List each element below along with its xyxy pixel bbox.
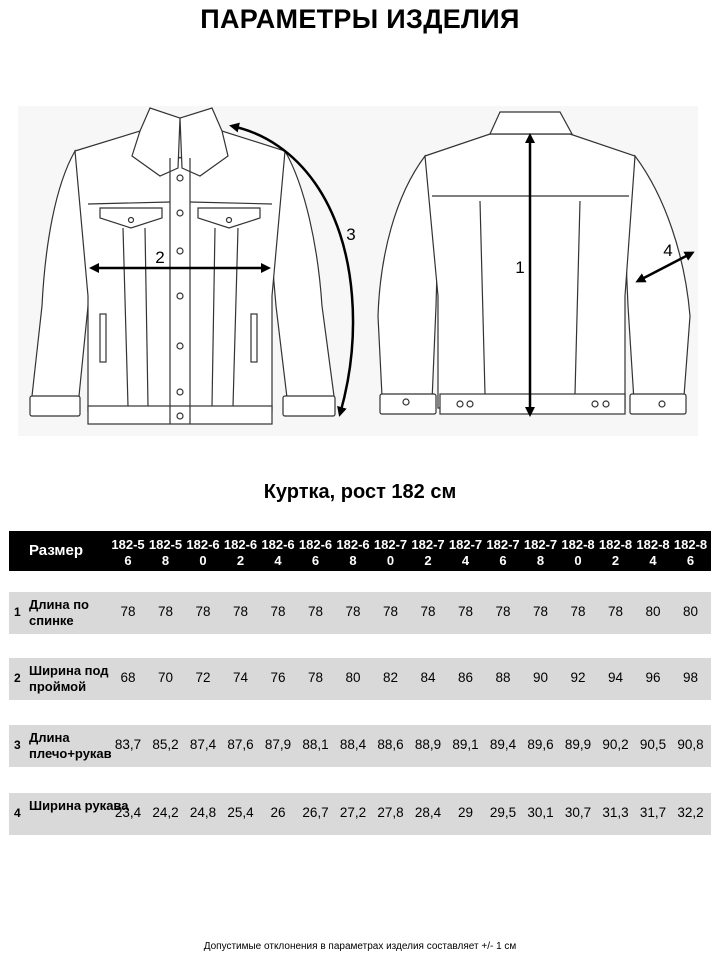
row-number: 3 <box>14 738 21 752</box>
table-cell: 29,5 <box>489 805 517 820</box>
table-cell: 70 <box>157 670 174 685</box>
table-cell: 84 <box>420 670 436 685</box>
table-cell: 27,8 <box>377 805 404 820</box>
table-cell: 30,1 <box>527 805 554 820</box>
table-cell: 88 <box>495 670 511 685</box>
table-cell: 88,1 <box>302 737 329 752</box>
size-header-cell: 182-78 <box>523 537 558 568</box>
table-cell: 26 <box>270 805 286 820</box>
table-cell: 72 <box>195 670 211 685</box>
table-cell: 78 <box>345 604 361 619</box>
row-label: Длина по спинке <box>29 597 89 628</box>
table-cell: 78 <box>195 604 211 619</box>
page-title: ПАРАМЕТРЫ ИЗДЕЛИЯ <box>200 4 520 34</box>
table-row <box>9 725 711 767</box>
table-cell: 94 <box>607 670 624 685</box>
size-header-cell: 182-74 <box>448 537 483 568</box>
table-cell: 27,2 <box>339 805 367 820</box>
table-cell: 90 <box>532 670 549 685</box>
table-cell: 89,6 <box>527 737 554 752</box>
size-header-cell: 182-58 <box>148 537 183 568</box>
table-cell: 88,4 <box>339 737 367 752</box>
size-header-cell: 182-64 <box>261 537 295 568</box>
table-cell: 26,7 <box>302 805 329 820</box>
table-cell: 78 <box>232 604 249 619</box>
size-header-cell: 182-62 <box>223 537 258 568</box>
table-cell: 90,2 <box>602 737 629 752</box>
size-header-cell: 182-70 <box>373 537 408 568</box>
table-cell: 78 <box>382 604 399 619</box>
row-number: 1 <box>14 605 21 619</box>
table-cell: 78 <box>607 604 624 619</box>
table-cell: 76 <box>270 670 286 685</box>
row-label: Ширина под проймой <box>29 663 109 694</box>
table-cell: 86 <box>457 670 474 685</box>
table-cell: 74 <box>232 670 249 685</box>
table-cell: 28,4 <box>414 805 442 820</box>
table-cell: 31,3 <box>602 805 629 820</box>
table-cell: 82 <box>382 670 399 685</box>
table-cell: 68 <box>120 670 136 685</box>
table-cell: 78 <box>570 604 586 619</box>
table-cell: 89,4 <box>489 737 517 752</box>
size-header-cell: 182-82 <box>598 537 633 568</box>
table-cell: 24,8 <box>189 805 217 820</box>
table-cell: 80 <box>682 604 699 619</box>
size-header-cell: 182-68 <box>336 537 370 568</box>
size-header-cell: 182-60 <box>186 537 220 568</box>
table-cell: 25,4 <box>227 805 254 820</box>
table-cell: 24,2 <box>152 805 179 820</box>
table-cell: 78 <box>307 604 324 619</box>
table-row <box>9 592 711 634</box>
row-number: 2 <box>14 671 21 685</box>
product-subtitle: Куртка, рост 182 см <box>263 481 457 503</box>
size-header-cell: 182-56 <box>111 537 145 568</box>
table-cell: 23,4 <box>114 805 142 820</box>
measure-label-1: 1 <box>515 258 525 277</box>
table-cell: 31,7 <box>639 805 667 820</box>
table-cell: 78 <box>532 604 549 619</box>
table-cell: 30,7 <box>564 805 592 820</box>
table-cell: 87,4 <box>189 737 217 752</box>
table-cell: 89,1 <box>452 737 479 752</box>
table-cell: 88,6 <box>377 737 404 752</box>
size-header-cell: 182-76 <box>486 537 520 568</box>
table-cell: 80 <box>345 670 361 685</box>
table-cell: 78 <box>157 604 174 619</box>
table-cell: 78 <box>120 604 136 619</box>
tolerance-note: Допустимые отклонения в параметрах изделия составляет +/- 1 см <box>203 941 517 952</box>
row-number: 4 <box>14 806 21 820</box>
row-label: Ширина рукава <box>29 798 129 813</box>
table-cell: 87,6 <box>227 737 254 752</box>
measure-label-2: 2 <box>155 248 165 267</box>
row-label: Длина плечо+рукав <box>29 730 112 761</box>
jacket-diagram <box>0 96 720 436</box>
table-cell: 89,9 <box>564 737 592 752</box>
size-header-cell: 182-86 <box>673 537 708 568</box>
table-cell: 98 <box>682 670 699 685</box>
table-cell: 29 <box>457 805 474 820</box>
table-cell: 78 <box>495 604 511 619</box>
table-cell: 92 <box>570 670 586 685</box>
table-cell: 87,9 <box>264 737 292 752</box>
table-cell: 90,5 <box>639 737 667 752</box>
table-cell: 78 <box>457 604 474 619</box>
table-cell: 80 <box>645 604 661 619</box>
size-header-cell: 182-72 <box>411 537 445 568</box>
table-cell: 90,8 <box>677 737 704 752</box>
table-cell: 83,7 <box>114 737 142 752</box>
measure-label-3: 3 <box>346 225 356 244</box>
table-cell: 32,2 <box>677 805 704 820</box>
table-row <box>9 793 711 835</box>
table-cell: 85,2 <box>152 737 179 752</box>
table-row <box>9 658 711 700</box>
size-header-cell: 182-80 <box>561 537 595 568</box>
size-header-cell: 182-84 <box>636 537 670 568</box>
table-cell: 88,9 <box>414 737 442 752</box>
table-cell: 78 <box>420 604 436 619</box>
table-cell: 78 <box>307 670 324 685</box>
size-table-header <box>9 531 711 571</box>
size-header-cell: 182-66 <box>298 537 333 568</box>
table-cell: 78 <box>270 604 286 619</box>
table-cell: 96 <box>645 670 661 685</box>
size-header-label: Размер <box>29 542 84 559</box>
measure-label-4: 4 <box>663 241 673 260</box>
